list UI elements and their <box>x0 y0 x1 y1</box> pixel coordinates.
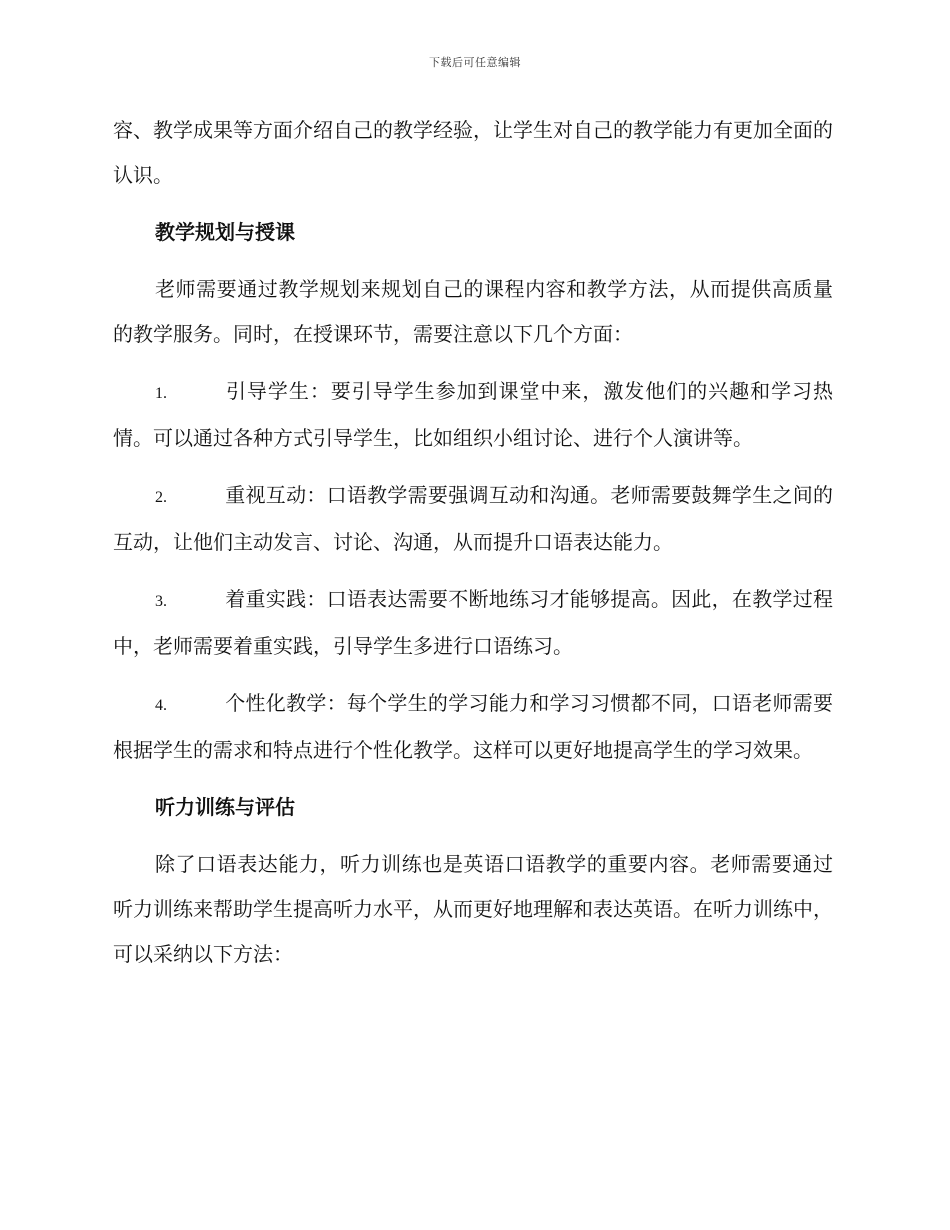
list-item <box>113 473 833 565</box>
page-header: 下载后可任意编辑 <box>429 56 521 69</box>
document-body <box>113 108 833 989</box>
list-item-text: 重视互动：口语教学需要强调互动和沟通。老师需要鼓舞学生之间的互动，让他们主动发言、讨论、沟通，从而提升口语表达能力。 <box>113 483 833 554</box>
section-heading-listening-training: 听力训练与评估 <box>155 795 295 819</box>
paragraph-listening-training: 除了口语表达能力，听力训练也是英语口语教学的重要内容。老师需要通过听力训练来帮助学生提高听力水平，从而更好地理解和表达英语。在听力训练中，可以采纳以下方法： <box>113 852 833 966</box>
list-item <box>113 577 833 669</box>
list-item <box>113 369 833 461</box>
section-heading-teaching-planning: 教学规划与授课 <box>155 220 295 244</box>
list-item-number: 4. <box>155 697 167 714</box>
list-item-number: 2. <box>155 489 167 506</box>
list-item-text: 引导学生：要引导学生参加到课堂中来，激发他们的兴趣和学习热情。可以通过各种方式引导学生，比如组织小组讨论、进行个人演讲等。 <box>113 379 833 450</box>
paragraph-continued: 容、教学成果等方面介绍自己的教学经验，让学生对自己的教学能力有更加全面的认识。 <box>113 118 833 187</box>
list-item <box>113 681 833 773</box>
list-item-text: 个性化教学：每个学生的学习能力和学习习惯都不同，口语老师需要根据学生的需求和特点进行个性化教学。这样可以更好地提高学生的学习效果。 <box>113 691 833 762</box>
list-item-number: 3. <box>155 593 167 610</box>
paragraph-teaching-planning: 老师需要通过教学规划来规划自己的课程内容和教学方法，从而提供高质量的教学服务。同时，在授课环节，需要注意以下几个方面： <box>113 277 833 346</box>
list-item-number: 1. <box>155 385 167 402</box>
list-item-text: 着重实践：口语表达需要不断地练习才能够提高。因此，在教学过程中，老师需要着重实践，引导学生多进行口语练习。 <box>113 587 833 658</box>
